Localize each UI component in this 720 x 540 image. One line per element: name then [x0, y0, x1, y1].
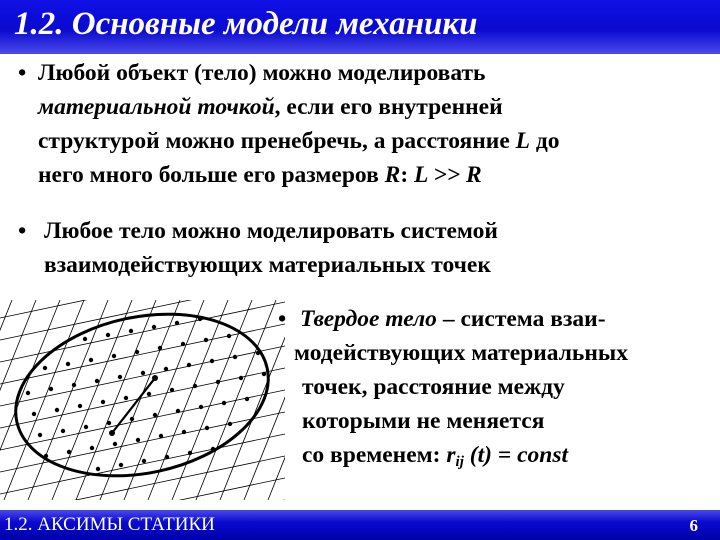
material-point: [256, 351, 260, 355]
material-point: [141, 371, 145, 375]
material-point: [31, 324, 35, 328]
material-point: [136, 438, 140, 442]
lattice-line: [0, 478, 285, 500]
material-point: [8, 328, 12, 332]
var-r: r: [446, 442, 456, 468]
material-point: [112, 354, 116, 358]
material-point: [233, 355, 237, 359]
expr-const: (t) = const: [463, 442, 568, 468]
var-R: R: [384, 162, 401, 188]
material-point: [66, 362, 70, 366]
material-point: [152, 325, 156, 329]
material-point: [228, 422, 232, 426]
material-point: [96, 467, 100, 471]
page-number: 6: [689, 516, 698, 535]
material-point: [89, 358, 93, 362]
var-L: L: [515, 128, 531, 154]
p3-line1: Твердое тело – система взаи-: [300, 306, 606, 332]
material-point: [153, 413, 157, 417]
footer-section-title: 1.2. АКСИМЫ СТАТИКИ: [4, 514, 215, 535]
material-point: [188, 451, 192, 455]
material-point: [198, 317, 202, 321]
term-material-point: материальной точкой: [38, 94, 275, 120]
p1-line1: Любой объект (тело) можно моделировать: [38, 60, 486, 86]
distance-segment: [112, 378, 155, 433]
material-point: [67, 450, 71, 454]
material-point: [245, 397, 249, 401]
material-point: [176, 409, 180, 413]
material-point: [194, 472, 198, 476]
material-point: [32, 412, 36, 416]
material-point: [84, 425, 88, 429]
p3-line4: которыми не меняется: [302, 408, 545, 434]
bullet: •: [278, 306, 287, 332]
material-point: [193, 384, 197, 388]
material-point: [130, 417, 134, 421]
lattice-line: [0, 390, 285, 450]
material-point: [50, 475, 54, 479]
material-point: [95, 379, 99, 383]
p2-line2: взаимодействующих материальных точек: [44, 252, 491, 278]
material-point: [83, 337, 87, 341]
material-point: [239, 376, 243, 380]
material-point: [187, 363, 191, 367]
material-point: [78, 404, 82, 408]
material-point: [107, 421, 111, 425]
material-point: [262, 372, 266, 376]
material-point: [21, 458, 25, 462]
p3-line3: точек, расстояние между: [302, 374, 565, 400]
subscript-ij: ij: [455, 454, 464, 470]
title-bar: [0, 0, 720, 54]
p3-line5: со временем: $r_{ij}$ (t) = const: [302, 442, 568, 470]
p1-line4: него много больше его размеров R: L >> R: [38, 162, 482, 188]
material-point: [148, 480, 152, 484]
material-point: [124, 396, 128, 400]
rigid-body-lattice-figure: [0, 300, 285, 500]
material-point: [205, 426, 209, 430]
material-point: [216, 380, 220, 384]
material-point: [118, 375, 122, 379]
point-i: [109, 430, 115, 436]
material-point: [158, 346, 162, 350]
material-point: [25, 303, 29, 307]
lattice-line: [0, 346, 285, 406]
p2-line1: Любое тело можно моделировать системой: [44, 218, 498, 244]
material-point: [227, 334, 231, 338]
term-rigid-body: Твердое тело: [300, 306, 437, 332]
material-point: [3, 395, 7, 399]
material-point: [182, 430, 186, 434]
material-point: [54, 320, 58, 324]
material-point: [222, 401, 226, 405]
material-point: [135, 350, 139, 354]
material-point: [61, 429, 65, 433]
material-point: [142, 459, 146, 463]
material-point: [204, 338, 208, 342]
material-point: [119, 463, 123, 467]
material-point: [43, 366, 47, 370]
point-j: [152, 375, 158, 381]
material-point: [72, 383, 76, 387]
material-point: [210, 359, 214, 363]
material-point: [15, 437, 19, 441]
lattice-line: [220, 300, 285, 500]
expr-L-gg-R: L >> R: [414, 162, 482, 188]
slide-title: 1.2. Основные модели механики: [14, 6, 478, 42]
material-point: [123, 308, 127, 312]
material-point: [101, 400, 105, 404]
lattice-line: [268, 300, 285, 500]
p1-line3: структурой можно пренебречь, а расстояние L до: [38, 128, 560, 154]
p1-line2: материальной точкой, если его внутренней: [38, 94, 503, 120]
material-point: [49, 387, 53, 391]
material-point: [38, 433, 42, 437]
material-point: [20, 370, 24, 374]
material-point: [125, 484, 129, 488]
material-point: [26, 391, 30, 395]
bullet: •: [18, 218, 27, 244]
material-point: [106, 333, 110, 337]
material-point: [55, 408, 59, 412]
lattice-line: [172, 300, 252, 500]
material-point: [129, 329, 133, 333]
material-point: [199, 405, 203, 409]
bullet: •: [18, 60, 27, 86]
material-point: [164, 367, 168, 371]
material-point: [165, 455, 169, 459]
footer-bar: [0, 510, 720, 540]
material-point: [181, 342, 185, 346]
material-point: [27, 479, 31, 483]
material-point: [113, 442, 117, 446]
material-point: [44, 454, 48, 458]
material-point: [175, 321, 179, 325]
material-point: [170, 388, 174, 392]
material-point: [79, 492, 83, 496]
lattice-line: [0, 412, 285, 472]
material-point: [147, 392, 151, 396]
p3-line2: модействующих материальных: [294, 340, 628, 366]
material-point: [4, 483, 8, 487]
material-point: [90, 446, 94, 450]
material-point: [159, 434, 163, 438]
material-point: [146, 304, 150, 308]
